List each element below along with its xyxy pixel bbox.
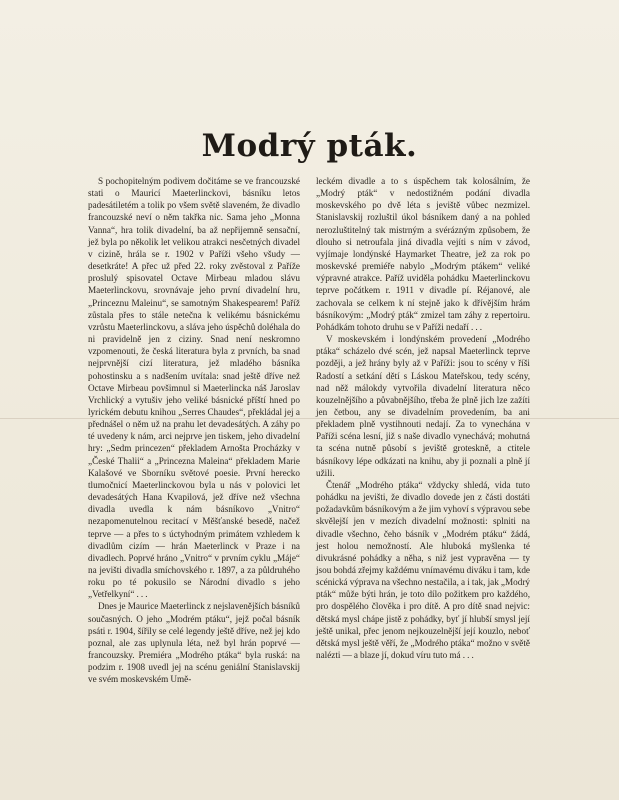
document-title: Modrý pták. [201, 128, 418, 164]
left-column [88, 175, 300, 686]
paragraph: Čtenář „Modrého ptáka“ vždycky shledá, vida tuto pohádku na jevišti, že divadlo dovede jen z části dostáti požadavkům básníkovým a že jim vyhoví s výpravou sebe skvělejší jen v mezích divadelní možnosti: splniti na divadle všechno, čeho básník v „Modrém ptáku“ žádá, jest holou nemožností. Ale hluboká myšlenka té divukrásné pohádky a něha, s niž jest vypravěna — ty jsou bohdá zřejmy každému vnímavému diváku i tam, kde scénická výprava na všechno nestačila, a i tak, jak „Modrý pták“ může býti hrán, je toto dílo požitkem pro každého, pro dospělého člověka i pro dítě. A pro dítě snad nejvic: dětská mysl chápe jistě z pohádky, byť jí hlubší smysl její ještě unikal, přec jenom nejkouzelnější její kouzlo, neboť dětská mysl ještě věří, že „Modrého ptáka“ možno v světě nalézti — a blaze jí, dokud víru tuto má . . . [316, 479, 530, 661]
paragraph: Dnes je Maurice Maeterlinck z nejslavenějších básníků současných. O jeho „Modrém ptáku“, jejž počal básník psáti r. 1904, šířily se celé legendy ještě dříve, než jej kdo poznal, ale zas uplynula léta, než byl hrán poprvé — francouzsky. Premiéra „Modrého ptáka“ byla ruská: na podzim r. 1908 uvedl jej na scénu geniální Stanislavskij ve svém moskevském Umě- [88, 601, 300, 685]
paragraph: leckém divadle a to s úspěchem tak kolosálním, že „Modrý pták“ v nedostižném podání divadla moskevského po dvě léta s jeviště vůbec nezmizel. Stanislavskij rozluštil úkol básníkem daný a na pohled nerozluštitelný tak mistrným a svérázným způsobem, že dlouho si netroufala jiná divadla vejíti s ním v závod, vyjímaje londýnské Haymarket Theatre, jež za rok po moskevské premiéře nabylo „Modrým ptákem“ veliké výpravné atrakce. Paříž uviděla pohádku Maeterlinckovu teprve počátkem r. 1911 v divadle pí. Réjanové, ale zachovala se celkem k ní stejně jako k dřívějším hrám básníkovým: „Modrý pták“ zmizel tam záhy z repertoiru. Pohádkám tohoto druhu se v Paříži nedaří . . . [316, 176, 530, 332]
paragraph: V moskevském i londýnském provedení „Modrého ptáka“ scházelo dvé scén, jež napsal Maeterlinck teprve později, a jež hrány byly až v Paříži: jsou to scény v říši Radostí a setkání dětí s Láskou Mateřskou, tedy scény, nad něž málokdy vytvořila divadelní literatura něco kouzelnějšího a půvabnějšího, třeba že plně jich lze zažíti jen četbou, any se divadelním provedením, ba ani překladem plně vystihnouti nedají. Za to vynechána v Paříži scéna lesní, již s naše divadlo vynechává; mohutná ta scéna nutně působí s jeviště groteskně, a ctitele básníkovy lépe odkázati na knihu, aby ji poznali a plně jí užili. [316, 334, 530, 478]
paragraph: S pochopitelným podivem dočitáme se ve francouzské stati o Mauricí Maeterlinckovi, básníku letos padesátiletém a tolik po všem světě slaveném, že divadlo francouzské neví o něm takřka nic. Sama jeho „Monna Vanna“, hra tolik divadelní, ba až nepřijemně sensační, jež byla po několik let velikou atrakci nesčetných divadel v cizině, hrála se r. 1902 v Paříži všeho všudy — desetkráte! A přec už před 22. roky zvěstoval z Paříže proslulý spisovatel Octave Mirbeau mladou slávu Maeterlinckovu, srovnávaje jeho první divadelní hru, „Princeznu Maleinu“, se samotným Shakespearem! Paříž zůstala přes to stále netečna k velikému básnickému vzrůstu Maeterlinckovu, a sláva jeho úspěchů doléhala do ni pravidelně jen z ciziny. Snad není neskromno vzpomenouti, že česká literatura byla z prvních, ba snad nejprvnější cizí literatura, jež mladého básníka pohostinsku a s nadšením uvítala: snad ještě dříve než Octave Mirbeau povšimnul si Maeterlincka náš Jaroslav Vrchlický a vytušiv jeho veliké básnické příští hned po lyrickém debutu knihou „Serres Chaudes“, překládal jej a přednášel o něm už na prahu let devadesátých. A záhy po té uvedeny k nám, arci nejprve jen tiskem, jeho divadelní hry: „Sedm princezen“ překladem Arnošta Procházky v „České Thalii“ a „Princezna Maleina“ překladem Marie Kalašové ve Sborníku světové poesie. První herecko tlumočnicí Maeterlinckovou byla u nás v polovici let devadesátých Hana Kvapilová, jež dříve než všechna divadla uvedla k nám básníkovo „Vnitro“ nezapomenutelnou recitací v Měšťanské besedě, načež teprve — a přes to s úctyhodným primátem vzhledem k divadlům cizím — hrán Maeterlinck v Praze i na divadlech. Poprvé hráno „Vnitro“ v prvním cyklu „Máje“ na jevišti divadla smíchovského r. 1897, a za půldruhého roku po té pokusilo se Národní divadlo s jeho „Vetřelkyní“ . . . [88, 176, 300, 600]
right-column [316, 175, 530, 661]
